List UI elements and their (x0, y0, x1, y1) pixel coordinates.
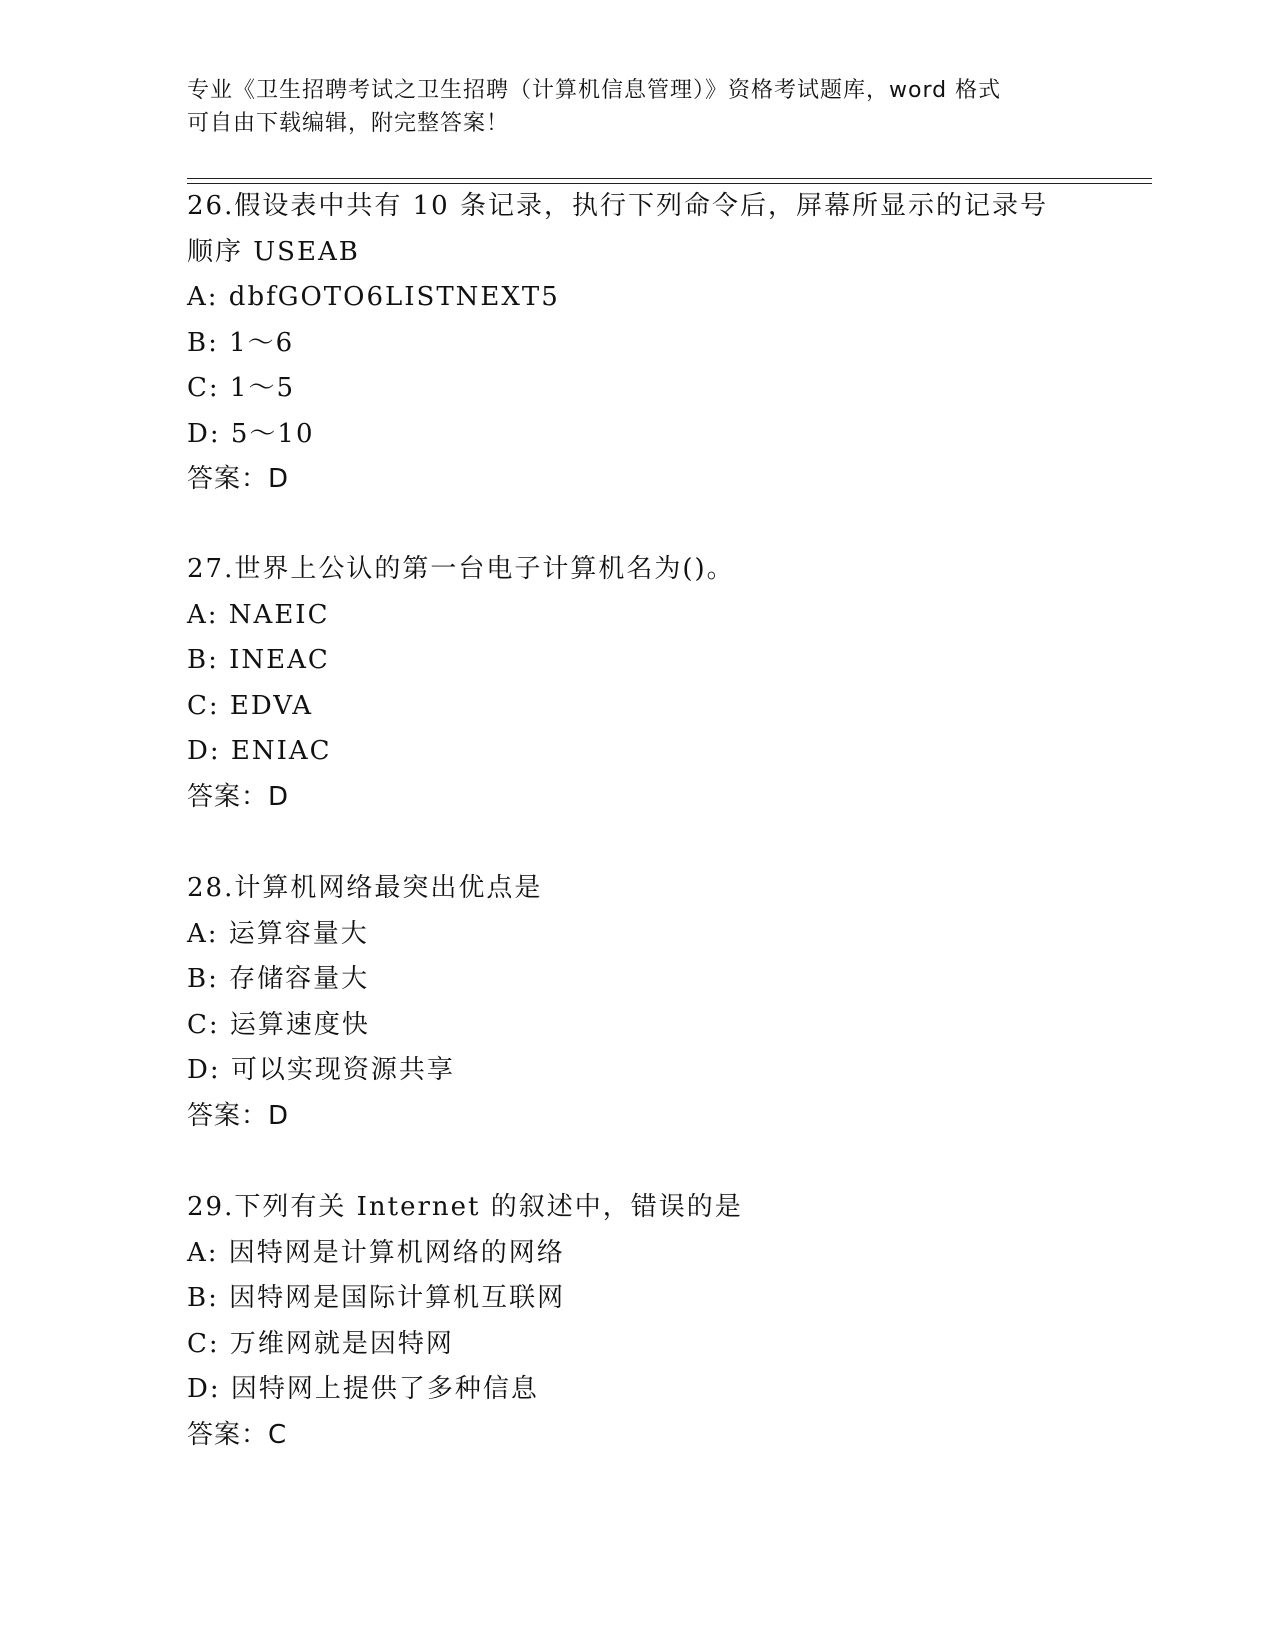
header-line-1: 专业《卫生招聘考试之卫生招聘（计算机信息管理）》资格考试题库，word 格式 (187, 78, 1002, 103)
header-line-2: 可自由下载编辑，附完整答案！ (187, 111, 510, 136)
option-a: A: NAEIC (187, 599, 330, 630)
question-stem-continued: 顺序 USEAB (187, 236, 360, 267)
option-b: B: 因特网是国际计算机互联网 (187, 1283, 566, 1313)
question-stem: 29.下列有关 Internet 的叙述中，错误的是 (187, 1192, 743, 1222)
option-b: B: 存储容量大 (187, 964, 370, 994)
question-stem: 28.计算机网络最突出优点是 (187, 873, 543, 903)
option-c: C: 运算速度快 (187, 1009, 370, 1040)
option-d: D: 因特网上提供了多种信息 (187, 1374, 539, 1404)
option-c: C: 1～5 (187, 373, 296, 403)
option-d: D: 5～10 (187, 418, 315, 449)
question-stem: 26.假设表中共有 10 条记录，执行下列命令后，屏幕所显示的记录号 (187, 191, 1048, 221)
option-d: D: ENIAC (187, 736, 332, 766)
option-a: A: 因特网是计算机网络的网络 (187, 1237, 565, 1268)
option-a: A: 运算容量大 (187, 918, 369, 949)
option-b: B: 1～6 (187, 327, 295, 358)
question-26 (187, 184, 1147, 503)
document-header (187, 74, 1087, 140)
answer: 答案：D (187, 464, 290, 494)
option-c: C: EDVA (187, 690, 314, 721)
header-divider-top (187, 178, 1152, 179)
question-29 (187, 1185, 1147, 1458)
question-stem: 27.世界上公认的第一台电子计算机名为()。 (187, 554, 735, 584)
question-28 (187, 866, 1147, 1139)
option-a: A: dbfGOTO6LISTNEXT5 (187, 282, 560, 312)
answer: 答案：D (187, 1100, 290, 1131)
question-27 (187, 547, 1147, 820)
option-c: C: 万维网就是因特网 (187, 1328, 454, 1359)
option-b: B: INEAC (187, 645, 330, 675)
answer: 答案：C (187, 1419, 288, 1450)
answer: 答案：D (187, 781, 290, 812)
option-d: D: 可以实现资源共享 (187, 1055, 455, 1085)
